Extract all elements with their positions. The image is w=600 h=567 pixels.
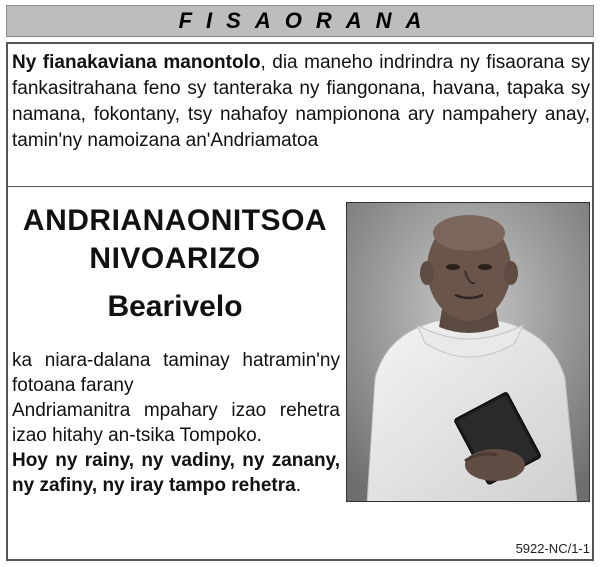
- deceased-nickname: Bearivelo: [107, 290, 243, 323]
- page-title: FISAORANA: [178, 8, 436, 33]
- deceased-name: [10, 202, 340, 278]
- body-text: [12, 348, 340, 498]
- deceased-name-line1: ANDRIANAONITSOA: [22, 204, 328, 237]
- header-band: [6, 5, 594, 37]
- intro-text: , dia maneho indrindra ny fisaorana sy fankasitrahana feno sy tanteraka ny fiangonana, havana, tapaka sy namana, fokontany, tsy nahafoy nampionona ary nampahery anay, tamin'ny namoizana an'Andriamatoa: [12, 52, 590, 151]
- intro-lead: Ny fianakaviana manontolo: [12, 52, 261, 73]
- intro-paragraph: [12, 50, 590, 154]
- deceased-name-line2: NIVOARIZO: [89, 242, 261, 275]
- portrait-photo: [346, 202, 590, 502]
- body-paragraph-2: Andriamanitra mpahary izao rehetra izao hitahy an-tsika Tompoko.: [12, 400, 340, 446]
- closing-signature: Hoy ny rainy, ny vadiny, ny zanany, ny zafiny, ny iray tampo rehetra: [12, 450, 340, 496]
- portrait-illustration: [347, 203, 590, 502]
- reference-code: 5922-NC/1-1: [515, 541, 590, 556]
- closing-paragraph: [12, 448, 340, 498]
- divider: [8, 186, 592, 187]
- body-paragraph-1: ka niara-dalana taminay hatramin'ny fotoana farany: [12, 350, 340, 396]
- closing-period: .: [295, 475, 301, 496]
